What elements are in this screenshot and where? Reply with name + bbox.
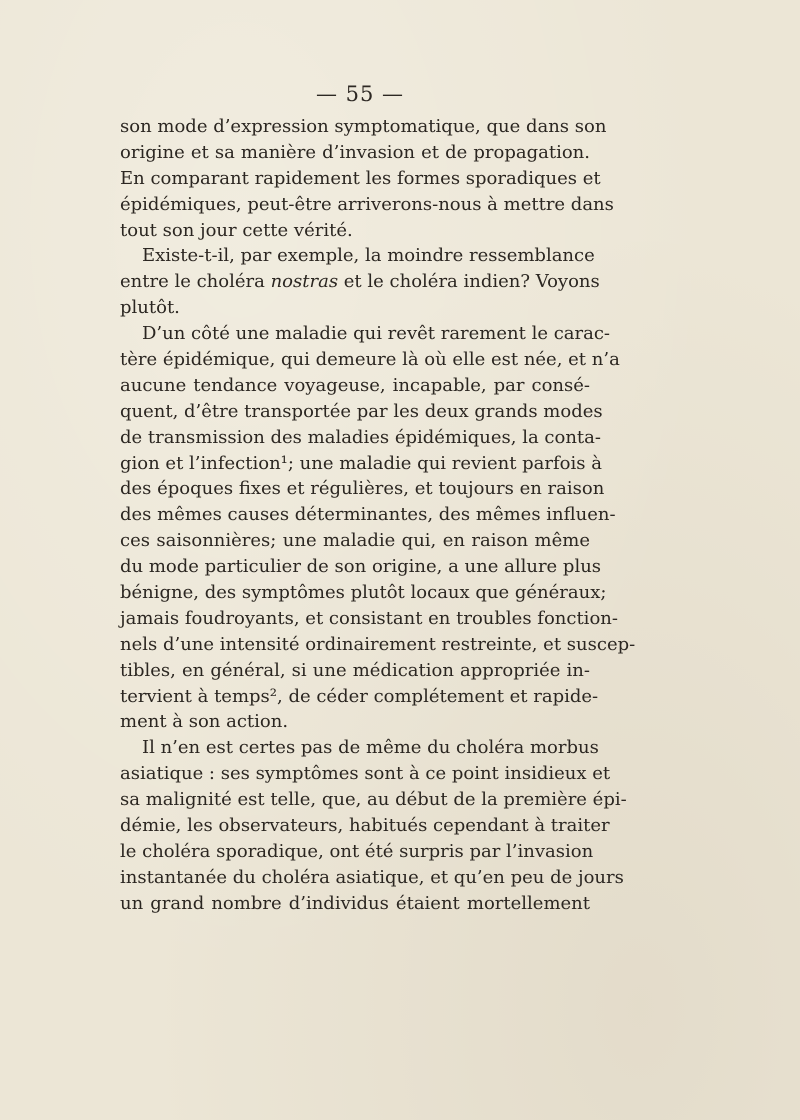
text-line: tibles, en général, si une médication appropriée in- [120,659,590,681]
text-line: sa malignité est telle, que, au début de la première épi- [120,789,627,811]
text-line: quent, d’être transportée par les deux grands modes [120,400,603,422]
text-fragment: entre le choléra [120,271,271,293]
text-line: Existe-t-il, par exemple, la moindre ressemblance [142,245,595,267]
text-line: jamais foudroyants, et consistant en troubles fonction- [120,607,618,629]
text-line: des époques fixes et régulières, et toujours en raison [120,478,605,500]
text-line: du mode particulier de son origine, a une allure plus [120,556,602,578]
text-line: tout son jour cette vérité. [120,219,353,241]
text-line: son mode d’expression symptomatique, que dans son [120,116,607,137]
text-line: de transmission des maladies épidémiques, la conta- [120,426,601,448]
text-line: instantanée du choléra asiatique, et qu’en peu de jours [120,866,624,888]
body-text [120,114,636,917]
text-line: Il n’en est certes pas de même du choléra morbus [142,737,599,759]
text-line: épidémiques, peut-être arriverons-nous à mettre dans [120,193,614,215]
text-line: démie, les observateurs, habitués cependant à traiter [120,815,610,837]
text-line: ment à son action. [120,711,289,733]
text-line: tère épidémique, qui demeure là où elle est née, et n’a [120,349,620,371]
text-line: aucune tendance voyageuse, incapable, par consé- [120,374,590,396]
text-line: origine et sa manière d’invasion et de propagation. [120,141,590,163]
text-line: gion et l’infection¹; une maladie qui revient parfois à [120,452,602,474]
text-line [120,269,600,295]
text-line: nels d’une intensité ordinairement restreinte, et suscep- [120,633,636,655]
text-line: asiatique : ses symptômes sont à ce point insidieux et [120,763,611,785]
text-line: ces saisonnières; une maladie qui, en raison même [120,530,590,552]
text-line: le choléra sporadique, ont été surpris par l’invasion [120,840,594,862]
text-line: D’un côté une maladie qui revêt rarement le carac- [142,323,611,345]
page-number: — 55 — [315,82,405,106]
text-line: En comparant rapidement les formes sporadiques et [120,167,601,189]
text-line: bénigne, des symptômes plutôt locaux que généraux; [120,582,607,604]
text-line: plutôt. [120,297,180,319]
text-line: tervient à temps², de céder complétement et rapide- [120,685,599,707]
text-line: un grand nombre d’individus étaient mortellement [120,892,590,914]
text-fragment: et le choléra indien? Voyons [338,271,600,293]
text-line: des mêmes causes déterminantes, des mêmes influen- [120,504,616,526]
italic-term: nostras [270,271,339,293]
